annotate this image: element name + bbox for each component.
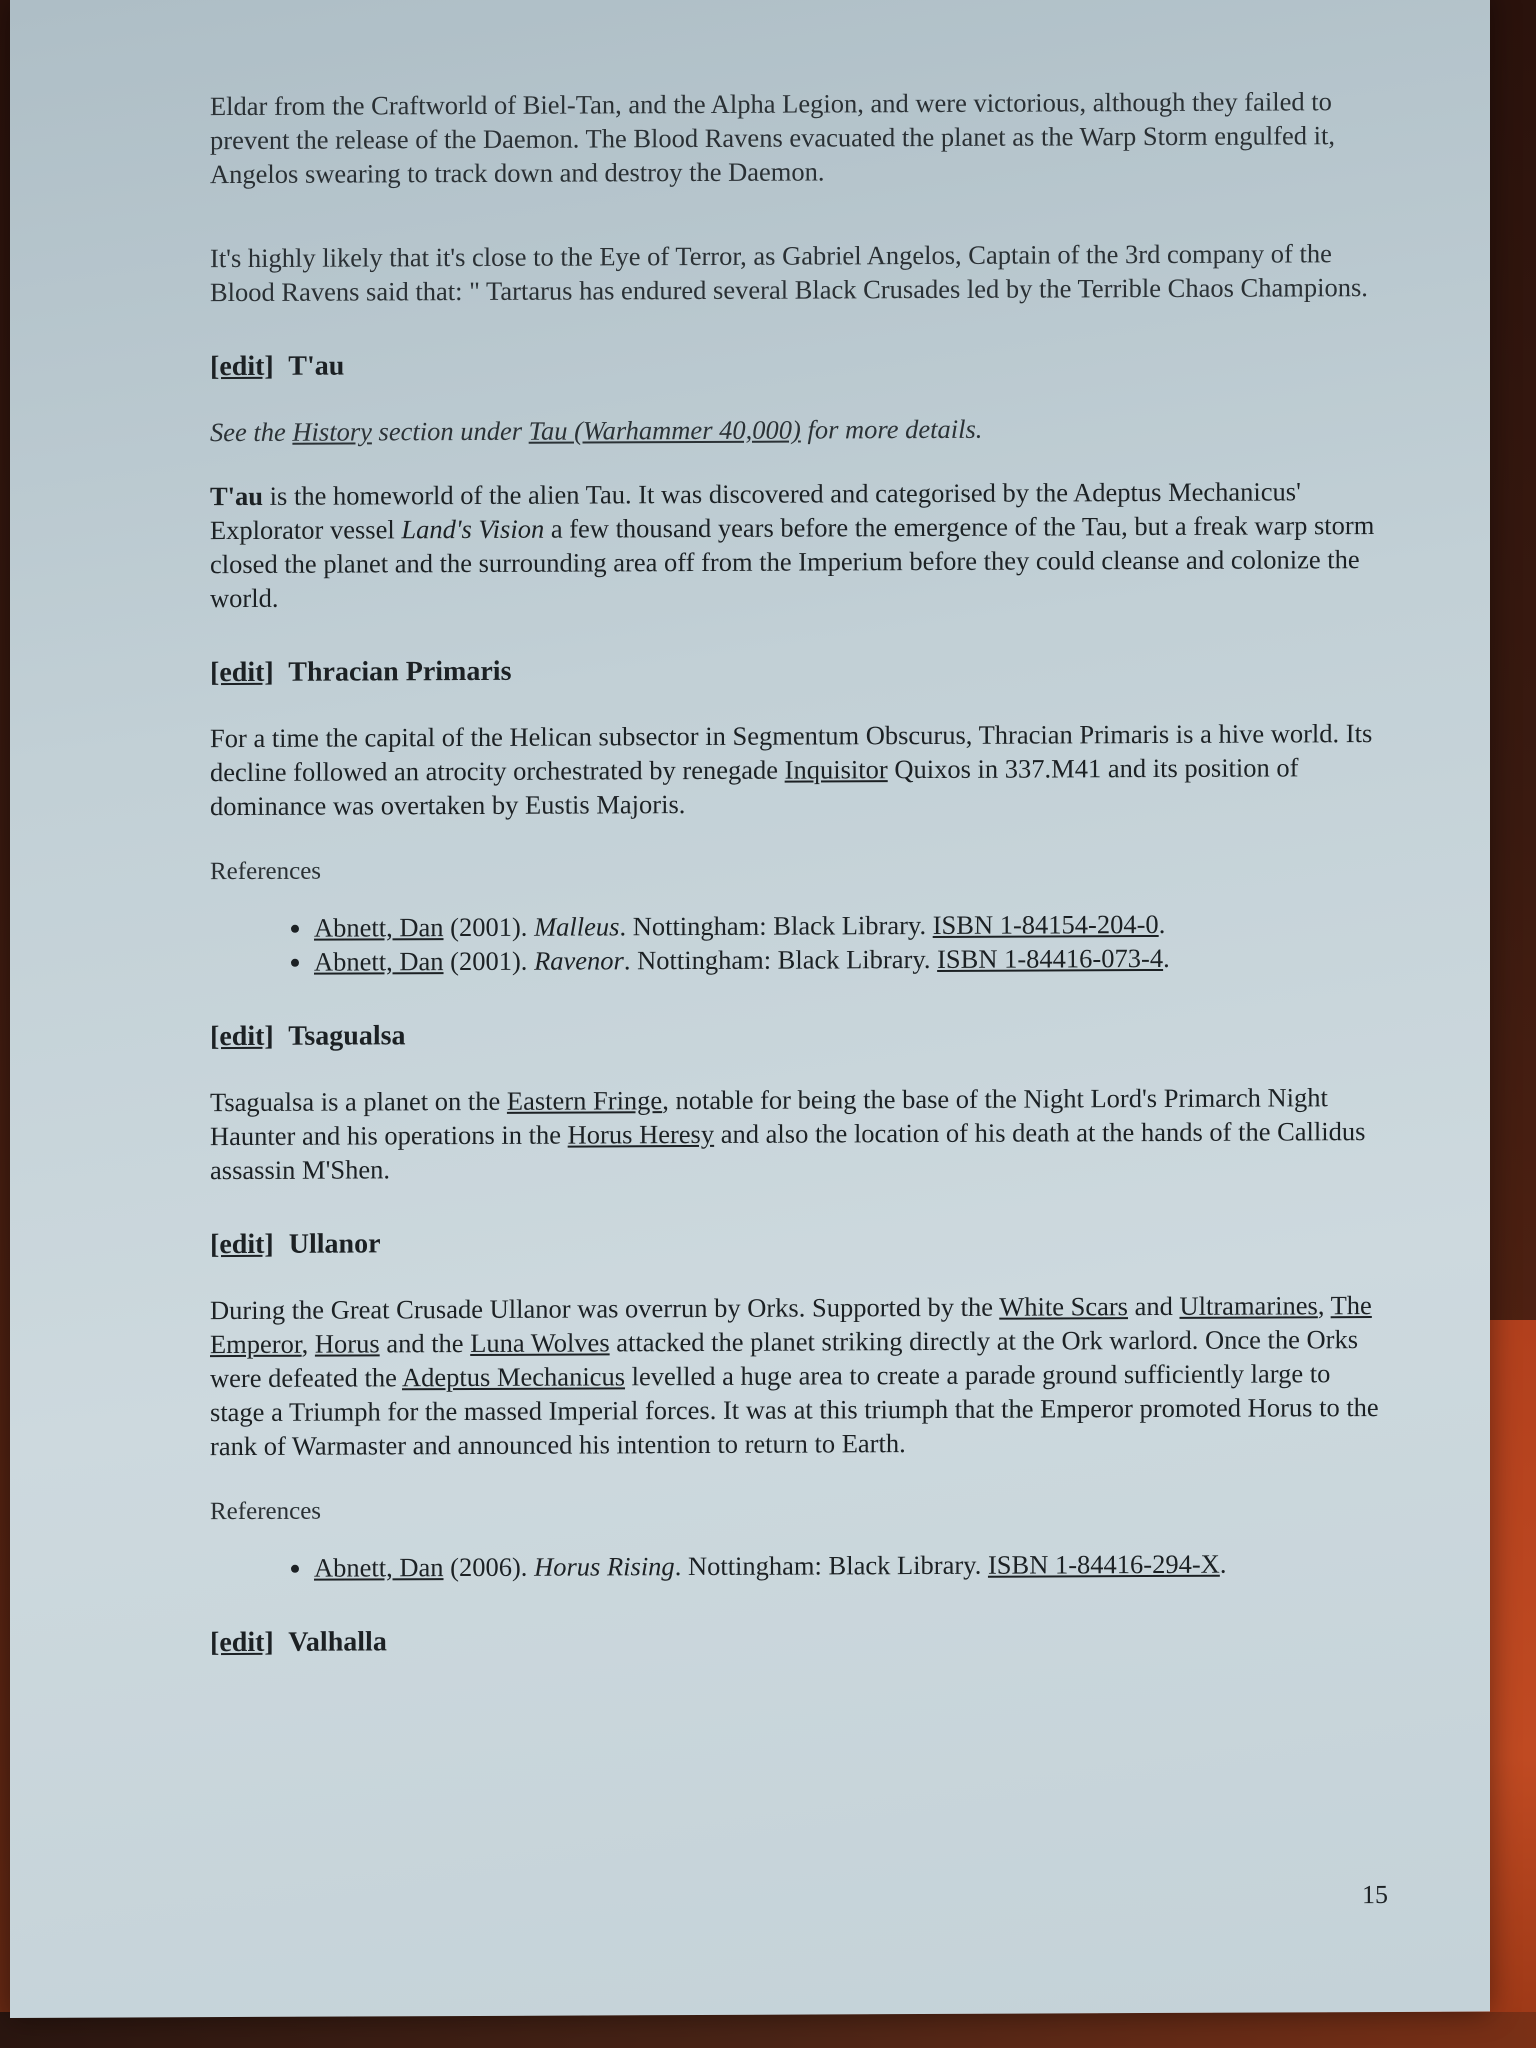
intro-paragraph-1: [210, 84, 1390, 191]
wiki-link[interactable]: Horus Heresy: [567, 1118, 715, 1150]
text-run: attacked the planet striking directly at the Ork warlord. Once the Orks were defeated the: [210, 1324, 1359, 1394]
wiki-link[interactable]: White Scars: [999, 1291, 1128, 1322]
background-table-edge: [0, 2012, 1536, 2048]
wiki-link[interactable]: The Emperor: [210, 1290, 1372, 1360]
edit-link[interactable]: [edit]: [210, 1020, 274, 1053]
text-run: During the Great Crusade Ullanor was overrun by Orks. Supported by the: [210, 1291, 1000, 1326]
reference-item: [314, 906, 1390, 945]
text-run: . Nottingham: Black Library.: [623, 943, 938, 976]
text-run: . Nottingham: Black Library.: [674, 1549, 988, 1582]
page-number: 15: [1362, 1879, 1388, 1910]
section-heading-thracian-primaris: [210, 650, 1390, 691]
wiki-link[interactable]: ISBN 1-84416-073-4: [937, 942, 1164, 974]
wiki-link[interactable]: ISBN 1-84416-294-X: [987, 1548, 1220, 1580]
text-run: See the: [210, 416, 293, 448]
section-heading-tau: [210, 344, 1390, 385]
section-heading-tsagualsa: [210, 1014, 1390, 1055]
text-run: Quixos in 337.M41 and its position of dominance was overtaken by Eustis Majoris.: [210, 752, 1299, 822]
text-run: for more details.: [800, 413, 983, 445]
wiki-link[interactable]: Abnett, Dan: [314, 946, 444, 977]
section-body-ullanor: [210, 1288, 1390, 1463]
section-body-thracian-primaris: [210, 716, 1390, 823]
text-run: Eldar from the Craftworld of Biel-Tan, and the Alpha Legion, and were victorious, although they failed to prevent the release of the Daemon. The Blood Ravens evacuated the planet as the Warp Storm engulfed it, Angelos swearing to track down and destroy the Daemon.: [210, 86, 1335, 190]
wiki-link[interactable]: History: [292, 416, 372, 447]
text-run: . Nottingham: Black Library.: [619, 909, 933, 942]
wiki-link[interactable]: Ultramarines: [1179, 1290, 1318, 1321]
see-also-note: [210, 410, 1390, 449]
section-title: Valhalla: [288, 1626, 387, 1658]
wiki-link[interactable]: Inquisitor: [784, 754, 888, 785]
page-content: [210, 84, 1390, 1661]
wiki-link[interactable]: Eastern Fringe: [506, 1085, 663, 1116]
text-run: .: [1219, 1548, 1227, 1579]
edit-link[interactable]: [edit]: [210, 1626, 274, 1659]
reference-item: [314, 940, 1390, 979]
text-run: Horus Rising: [534, 1551, 675, 1582]
wiki-link[interactable]: Tau (Warhammer 40,000): [528, 414, 801, 446]
section-heading-valhalla: [210, 1620, 1390, 1661]
text-run: a few thousand years before the emergence of the Tau, but a freak warp storm closed the planet and the surrounding area off from the Imperium before they could cleanse and colonize the world.: [210, 510, 1375, 614]
references-label: References: [210, 1497, 322, 1526]
wiki-link[interactable]: Horus: [314, 1328, 380, 1359]
wiki-link[interactable]: Luna Wolves: [470, 1327, 610, 1358]
wiki-link[interactable]: Abnett, Dan: [314, 1552, 444, 1583]
text-run: and also the location of his death at the hands of the Callidus assassin M'Shen.: [210, 1116, 1366, 1186]
text-run: Ravenor: [534, 945, 624, 976]
wiki-link[interactable]: Adeptus Mechanicus: [402, 1361, 626, 1393]
text-run: ,: [301, 1328, 315, 1359]
text-run: Land's Vision: [401, 513, 545, 545]
edit-link[interactable]: [edit]: [210, 350, 274, 383]
references-label: References: [210, 857, 322, 886]
text-run: (2001).: [443, 911, 535, 943]
reference-list: [210, 906, 1390, 979]
reference-list: [210, 1546, 1390, 1585]
text-run: (2006).: [443, 1551, 535, 1583]
text-run: levelled a huge area to create a parade ground sufficiently large to stage a Triumph for the massed Imperial forces. It was at this triumph that the Emperor promoted Horus to the rank of Warmaster and announced his intention to return to Earth.: [210, 1358, 1379, 1462]
section-title: Tsagualsa: [288, 1020, 406, 1052]
text-run: , notable for being the base of the Night Lord's Primarch Night Haunter and his operations in the: [210, 1082, 1328, 1152]
edit-link[interactable]: [edit]: [210, 656, 274, 689]
section-heading-ullanor: [210, 1222, 1390, 1263]
text-run: T'au: [210, 480, 264, 512]
section-title: T'au: [288, 350, 345, 382]
text-run: .: [1158, 908, 1166, 939]
reference-item: [314, 1546, 1390, 1585]
section-title: Ullanor: [288, 1228, 381, 1260]
text-run: It's highly likely that it's close to the Eye of Terror, as Gabriel Angelos, Captain of the 3rd company of the Blood Ravens said that: " Tartarus has endured several Black Crusades led by the Terrible Chaos Champions.: [210, 238, 1368, 308]
text-run: and the: [379, 1327, 471, 1359]
text-run: is the homeworld of the alien Tau. It was discovered and categorised by the Adeptus Mechanicus' Explorator vessel: [210, 476, 1301, 546]
section-title: Thracian Primaris: [288, 655, 512, 688]
section-body-tau: [210, 474, 1390, 615]
wiki-link[interactable]: ISBN 1-84154-204-0: [932, 908, 1159, 940]
text-run: section under: [371, 415, 529, 447]
edit-link[interactable]: [edit]: [210, 1228, 274, 1261]
text-run: and: [1127, 1290, 1180, 1322]
text-run: (2001).: [443, 945, 535, 977]
text-run: Tsagualsa is a planet on the: [210, 1085, 507, 1118]
printed-page: [10, 0, 1490, 2018]
section-body-tsagualsa: [210, 1080, 1390, 1187]
wiki-link[interactable]: Abnett, Dan: [314, 912, 444, 943]
text-run: ,: [1317, 1290, 1331, 1321]
text-run: Malleus: [534, 911, 620, 942]
intro-paragraph-2: [210, 236, 1390, 309]
text-run: .: [1163, 942, 1170, 973]
text-run: For a time the capital of the Helican subsector in Segmentum Obscurus, Thracian Primaris is a hive world. Its decline followed an atrocity orchestrated by renegade: [210, 718, 1373, 788]
